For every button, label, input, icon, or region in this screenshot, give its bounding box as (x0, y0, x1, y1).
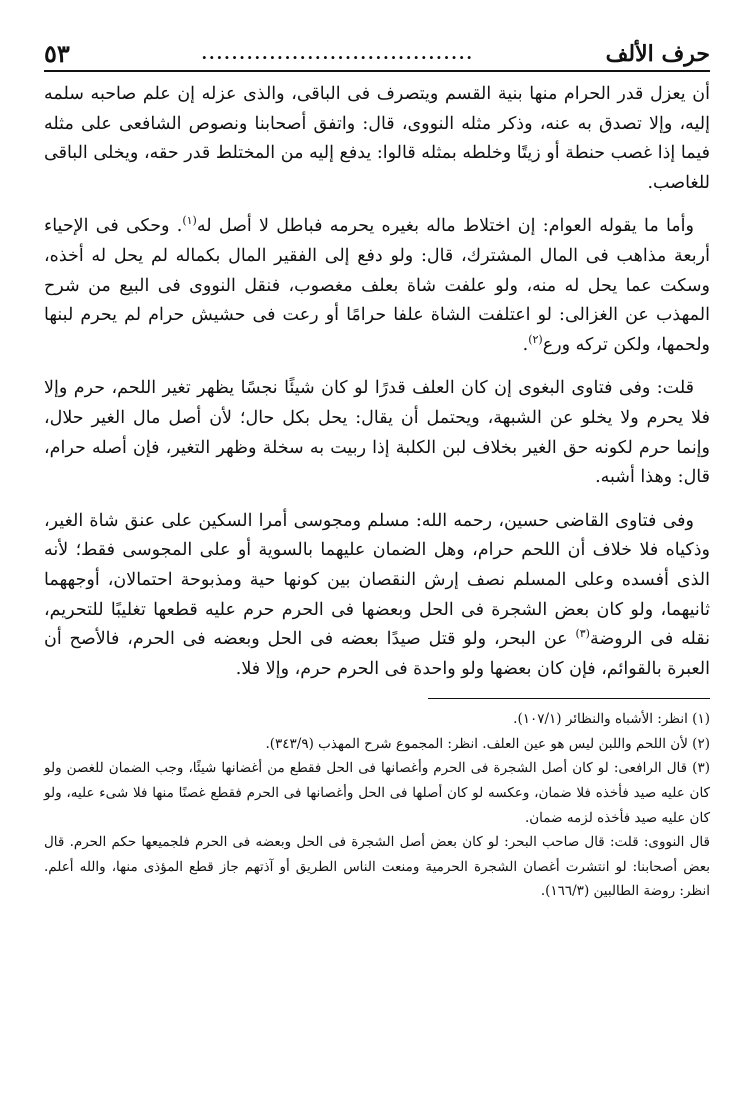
footnote-2: (٢) لأن اللحم واللبن ليس هو عين العلف. انظر: المجموع شرح المهذب (٣٤٣/٩). (265, 735, 710, 752)
paragraph-1 (44, 80, 710, 198)
footnote-3: (٣) قال الرافعى: لو كان أصل الشجرة فى الحرم وأغصانها فى الحل فقطع من أغضانها شيئًا، وجب الضمان للغصن ولو كان عليه صيد فأخذه فلا ضمان، وعكسه لو كان أصلها فى الحل وأغصانها فى الحرم فقطع غصنًا منها فلا شىء عليه، ولو كان عليه صيد فأخذه لزمه ضمان. (44, 760, 710, 826)
footnote-ref-2: (٢) (528, 332, 543, 346)
paragraph-2 (44, 212, 710, 360)
paragraph-text: وفى فتاوى القاضى حسين، رحمه الله: مسلم ومجوسى أمرا السكين على عنق شاة الغير، وذكياه فلا خلاف أن اللحم حرام، وهل الضمان عليهما بالسوية أو على المجوسى فقط؛ لأنه الذى أفسده وعلى المسلم نصف إرش النقصان بين كونها حية ومذبوحة احتمالان، أوجههما ثانيهما، ولو كان بعض الشجرة فى الحل وبعضها فى الحرم حرم عليه قطعها تغليبًا للتحريم، نقله فى الروضة (44, 510, 710, 650)
paragraph-text: عن البحر، ولو قتل صيدًا بعضه فى الحل وبعضه فى الحرم، فالأصح أن العبرة بالقوائم، فإن كان بعضها ولو واحدة فى الحرم حرم، وإلا فلا. (44, 629, 710, 679)
footnote-1: (١) انظر: الأشباه والنظائر (١٠٧/١). (513, 711, 710, 728)
paragraph-4 (44, 507, 710, 685)
footnote-ref-1: (١) (182, 214, 197, 228)
header-rule (44, 70, 710, 72)
footnotes (44, 707, 710, 904)
paragraph-text: . وحكى فى الإحياء أربعة مذاهب فى المال المشترك، قال: ولو دفع إلى الفقير المال بكماله لم يحل له أخذه، وسكت عما يحل له منه، ولو علفت شاة بعلف مغصوب، فنقل النووى فى البيع من شرح المهذب عن الغزالى: لو اعتلفت الشاة علفا حرامًا أو رعت فى حشيش حرام لم يحرم لبنها ولحمها، ولكن تركه ورع (44, 216, 710, 355)
footnote-3-continued: قال النووى: قلت: قال صاحب البحر: لو كان بعض أصل الشجرة فى الحل وبعضه فى الحرم فلجميعها حكم الحرم. قال بعض أصحابنا: لو انتشرت أغصان الشجرة الحرمية ومنعت الناس الطريق أو آذتهم جاز قطع المؤذى منها، والله أعلم. انظر: روضة الطالبين (١٦٦/٣). (44, 834, 710, 900)
main-text (44, 80, 710, 684)
paragraph-text: قلت: وفى فتاوى البغوى إن كان العلف قدرًا لو كان شيئًا نجسًا يظهر تغير اللحم، حرم وإلا فلا يحرم ولا يخلو عن الشبهة، ويحتمل أن يقال: يحل بكل حال؛ لأن أصل مال الغير حلال، وإنما حرم لكونه حق الغير بخلاف لبن الكلبة إذا ربيت به سخلة وظهر التغير، فإن أصله حرام، قال: وهذا أشبه. (44, 378, 710, 488)
running-header (44, 30, 710, 68)
running-title: حرف الألف (605, 41, 710, 67)
footnote-ref-3: (٣) (575, 627, 590, 641)
paragraph-3 (44, 374, 710, 492)
page-number: ٥٣ (44, 39, 70, 68)
footnote-rule (428, 698, 710, 699)
header-leader-dots: .................................... (201, 44, 474, 63)
paragraph-text: أن يعزل قدر الحرام منها بنية القسم ويتصرف فى الباقى، والذى عزله إن علم صاحبه سلمه إليه، وإلا تصدق به عنه، وذكر مثله النووى، قال: واتفق أصحابنا ونصوص الشافعى على مثله فيما إذا غصب حنطة أو زيتًا وخلطه بمثله قالوا: يدفع إليه من المختلط قدر حقه، ويخلى الباقى للغاصب. (44, 84, 710, 193)
paragraph-text: وأما ما يقوله العوام: إن اختلاط ماله بغيره يحرمه فباطل لا أصل له (196, 216, 694, 237)
paragraph-text: . (522, 334, 529, 355)
